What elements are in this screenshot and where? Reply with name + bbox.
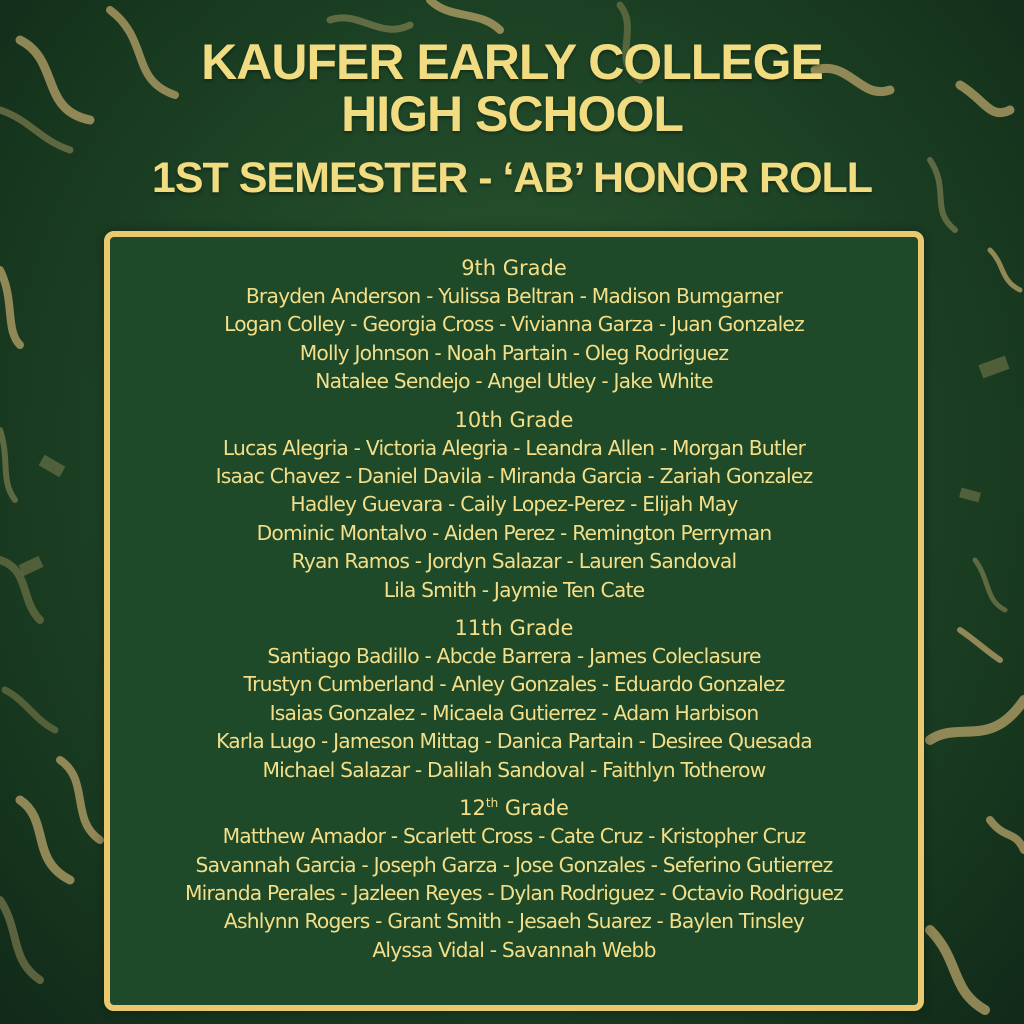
grade-heading	[110, 795, 918, 822]
student-names-line: Hadley Guevara - Caily Lopez-Perez - Elijah May	[290, 492, 738, 517]
student-names-line: Isaias Gonzalez - Micaela Gutierrez - Adam Harbison	[269, 700, 759, 725]
grade-12-section	[110, 795, 918, 964]
grade-heading: 11th Grade	[454, 616, 574, 641]
student-names-line: Trustyn Cumberland - Anley Gonzales - Eduardo Gonzalez	[243, 672, 785, 697]
grade-number: 12	[459, 796, 486, 821]
student-names-line: Savannah Garcia - Joseph Garza - Jose Gonzales - Seferino Gutierrez	[195, 852, 833, 877]
honor-roll-subtitle: 1ST SEMESTER - ‘AB’ HONOR ROLL	[151, 154, 873, 202]
student-names-line: Lucas Alegria - Victoria Alegria - Leandra Allen - Morgan Butler	[222, 435, 806, 460]
title-block	[0, 36, 1024, 202]
student-names-line: Matthew Amador - Scarlett Cross - Cate Cruz - Kristopher Cruz	[222, 824, 806, 849]
grade-11-section	[110, 615, 918, 784]
student-names-line: Lila Smith - Jaymie Ten Cate	[383, 577, 645, 602]
student-names-line: Molly Johnson - Noah Partain - Oleg Rodriguez	[299, 340, 729, 365]
student-names-line: Michael Salazar - Dalilah Sandoval - Faithlyn Totherow	[262, 757, 766, 782]
honor-roll-frame	[104, 231, 924, 1011]
student-names-line: Dominic Montalvo - Aiden Perez - Remington Perryman	[256, 520, 772, 545]
student-names-line: Brayden Anderson - Yulissa Beltran - Madison Bumgarner	[245, 284, 783, 308]
student-names-line: Isaac Chavez - Daniel Davila - Miranda Garcia - Zariah Gonzalez	[215, 464, 813, 489]
student-names-line: Natalee Sendejo - Angel Utley - Jake White	[315, 369, 713, 394]
student-names-line: Miranda Perales - Jazleen Reyes - Dylan Rodriguez - Octavio Rodriguez	[184, 880, 844, 905]
student-names-line: Alyssa Vidal - Savannah Webb	[372, 937, 656, 962]
student-names-line: Santiago Badillo - Abcde Barrera - James Coleclasure	[267, 644, 761, 669]
grade-ordinal-suffix: th	[485, 796, 499, 811]
grade-9-section	[110, 255, 918, 396]
student-names-line: Ryan Ramos - Jordyn Salazar - Lauren Sandoval	[291, 549, 737, 574]
honor-roll-list	[110, 255, 918, 975]
student-names-line: Ashlynn Rogers - Grant Smith - Jesaeh Suarez - Baylen Tinsley	[223, 909, 805, 934]
student-names-line: Logan Colley - Georgia Cross - Vivianna Garza - Juan Gonzalez	[224, 312, 804, 337]
school-name-line-2: HIGH SCHOOL	[341, 86, 683, 142]
grade-heading: 9th Grade	[461, 256, 567, 280]
school-name-line-1: KAUFER EARLY COLLEGE	[201, 34, 823, 90]
grade-label: Grade	[498, 796, 569, 821]
grade-heading: 10th Grade	[454, 407, 574, 432]
grade-10-section	[110, 407, 918, 604]
student-names-line: Karla Lugo - Jameson Mittag - Danica Partain - Desiree Quesada	[216, 729, 812, 754]
